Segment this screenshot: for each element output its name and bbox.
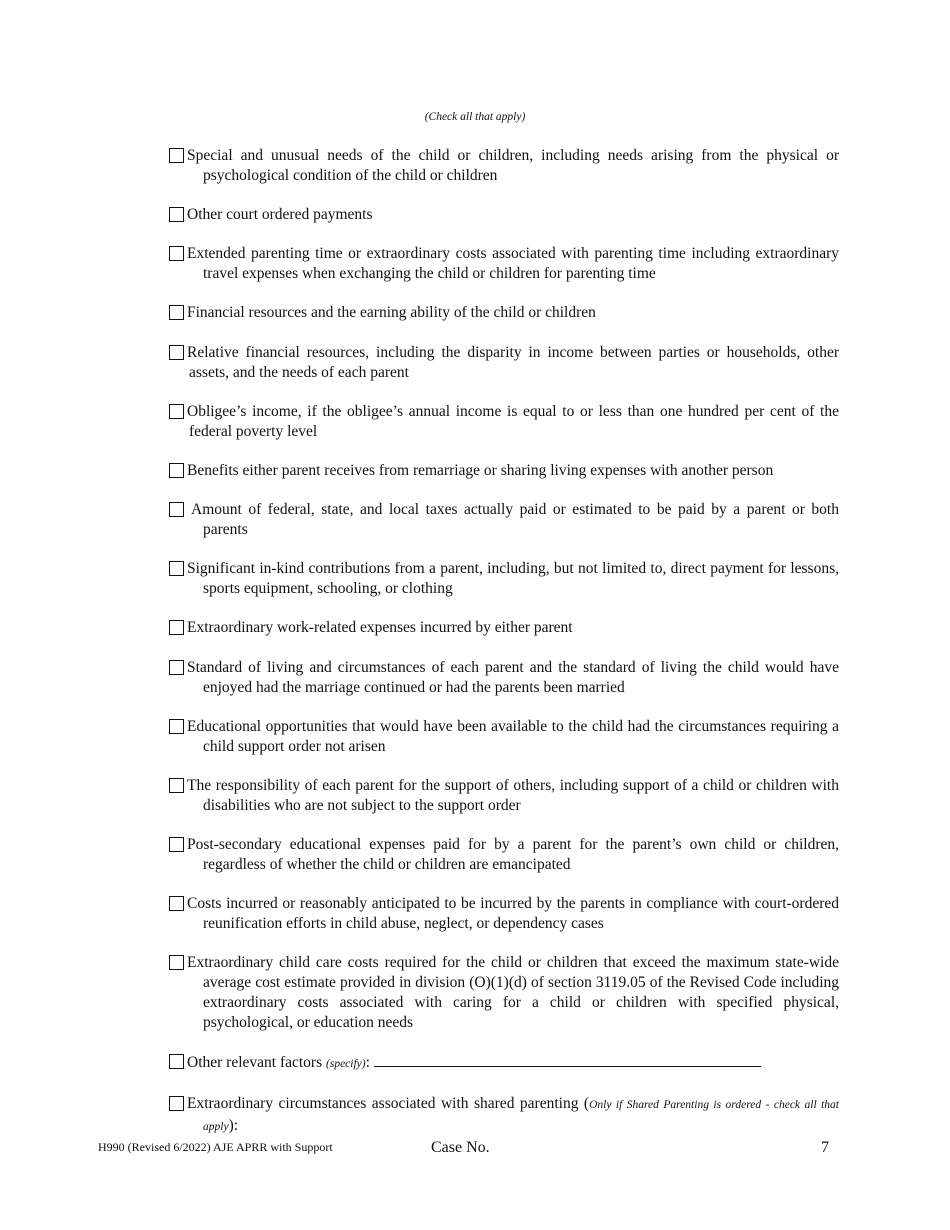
- factor-court-payments: [169, 205, 839, 225]
- form-id: H990 (Revised 6/2022) AJE APRR with Support: [98, 1140, 333, 1154]
- specify-note: (specify): [326, 1057, 366, 1070]
- factor-label: Significant in-kind contributions from a parent, including, but not limited to, direct payment for lessons, sports equipment, schooling, or clothing: [187, 560, 839, 598]
- factor-label: Obligee’s income, if the obligee’s annual income is equal to or less than one hundred per cent of the federal poverty level: [187, 402, 839, 440]
- checkbox[interactable]: [169, 345, 184, 360]
- factor-label: Post-secondary educational expenses paid for by a parent for the parent’s own child or children, regardless of whether the child or children are emancipated: [187, 836, 839, 873]
- checkbox[interactable]: [169, 463, 184, 478]
- factor-label: Educational opportunities that would have been available to the child had the circumstances requiring a child support order not arisen: [187, 717, 839, 755]
- factor-label: Extraordinary circumstances associated with shared parenting: [187, 1095, 584, 1113]
- factor-special-needs: [169, 146, 839, 186]
- factor-educational-opportunities: [169, 717, 839, 757]
- colon: :: [365, 1053, 370, 1071]
- factor-label: Relative financial resources, including the disparity in income between parties or households, other assets, and the needs of each parent: [187, 343, 839, 381]
- checkbox[interactable]: [169, 404, 184, 419]
- factor-support-of-others: [169, 776, 839, 816]
- checkbox[interactable]: [169, 778, 184, 793]
- checkbox[interactable]: [169, 837, 184, 852]
- shared-parenting-note: Only if Shared Parenting is ordered - check all that apply: [203, 1099, 839, 1133]
- checkbox[interactable]: [169, 955, 184, 970]
- factor-remarriage-benefits: [169, 461, 839, 481]
- factor-relative-financial-resources: [169, 343, 839, 383]
- specify-input-line[interactable]: [374, 1052, 761, 1067]
- checkbox[interactable]: [169, 207, 184, 222]
- checkbox[interactable]: [169, 305, 184, 320]
- paren-open: (: [583, 1095, 590, 1113]
- case-number-label: Case No.: [431, 1139, 490, 1156]
- factor-label: Costs incurred or reasonably anticipated to be incurred by the parents in compliance with court-ordered reunification efforts in child abuse, neglect, or dependency cases: [187, 895, 839, 932]
- factor-label: The responsibility of each parent for the support of others, including support of a child or children with disabilities who are not subject to the support order: [187, 776, 839, 814]
- page-number: 7: [821, 1139, 829, 1156]
- factor-obligee-income: [169, 402, 839, 442]
- factor-label: Other court ordered payments: [187, 206, 373, 224]
- checkbox[interactable]: [169, 561, 184, 576]
- checkbox[interactable]: [169, 148, 184, 163]
- factor-label: Extraordinary work-related expenses incurred by either parent: [187, 619, 573, 637]
- factor-extended-parenting-time: [169, 244, 839, 284]
- checkbox[interactable]: [169, 896, 184, 911]
- checkbox[interactable]: [169, 660, 184, 675]
- checkbox[interactable]: [169, 1054, 184, 1069]
- factor-label: Other relevant factors: [187, 1053, 327, 1071]
- factor-financial-resources-child: [169, 303, 839, 323]
- factor-label: Financial resources and the earning ability of the child or children: [187, 304, 596, 322]
- paren-close: ):: [228, 1117, 239, 1134]
- factor-other-relevant: [169, 1052, 839, 1075]
- checkbox[interactable]: [169, 719, 184, 734]
- factor-post-secondary-expenses: [169, 835, 839, 875]
- factor-child-care-costs: [169, 953, 839, 1032]
- factors-checklist: [169, 146, 839, 1157]
- factor-work-related-expenses: [169, 618, 839, 638]
- factor-taxes: [169, 500, 839, 540]
- checkbox[interactable]: [169, 502, 184, 517]
- factor-label: Benefits either parent receives from remarriage or sharing living expenses with another person: [187, 461, 774, 479]
- factor-standard-of-living: [169, 658, 839, 698]
- check-all-note: (Check all that apply): [424, 111, 526, 123]
- checkbox[interactable]: [169, 620, 184, 635]
- factor-label: Extraordinary child care costs required for the child or children that exceed the maximum state-wide average cost estimate provided in division (O)(1)(d) of section 3119.05 of the Revised Code including extraordinary costs associated with caring for a child or children with specified physical, psychological, or education needs: [187, 954, 839, 1031]
- factor-reunification-costs: [169, 894, 839, 934]
- factor-label: Amount of federal, state, and local taxes actually paid or estimated to be paid by a parent or both parents: [191, 501, 839, 539]
- factor-shared-parenting: [169, 1094, 839, 1138]
- checkbox[interactable]: [169, 1096, 184, 1111]
- checkbox[interactable]: [169, 246, 184, 261]
- factor-in-kind-contributions: [169, 559, 839, 599]
- factor-label: Extended parenting time or extraordinary costs associated with parenting time including extraordinary travel expenses when exchanging the child or children for parenting time: [187, 245, 839, 283]
- factor-label: Special and unusual needs of the child or children, including needs arising from the physical or psychological condition of the child or children: [187, 147, 839, 184]
- factor-label: Standard of living and circumstances of each parent and the standard of living the child would have enjoyed had the marriage continued or had the parents been married: [187, 658, 839, 696]
